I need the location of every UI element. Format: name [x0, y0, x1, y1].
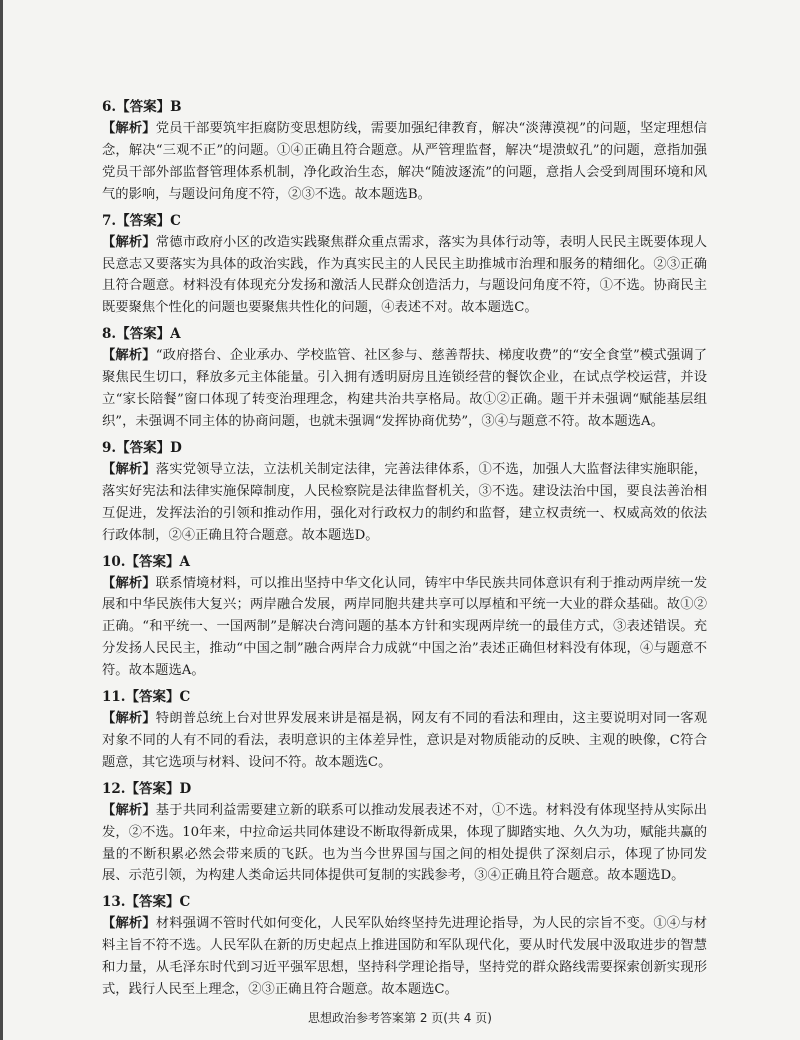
answer-line: 7.【答案】C	[102, 212, 181, 229]
answer-line: 13.【答案】C	[102, 894, 191, 911]
analysis-paragraph	[102, 345, 707, 433]
analysis-label: 【解析】	[102, 348, 156, 364]
analysis-paragraph	[102, 232, 707, 320]
analysis-paragraph	[102, 573, 707, 683]
analysis-label: 【解析】	[102, 802, 156, 818]
answer-line: 12.【答案】D	[102, 780, 192, 797]
analysis-paragraph	[102, 459, 707, 547]
answer-line: 10.【答案】A	[102, 553, 190, 570]
page-edge	[0, 0, 3, 1040]
analysis-text: “政府搭台、企业承办、学校监管、社区参与、慈善帮扶、梯度收费”的“安全食堂”模式强调了聚焦民生切口，释放多元主体能量。引入拥有透明厨房且连锁经营的餐饮企业，在试点学校运营，并设立“家长陪餐”窗口体现了转变治理理念，构建共治共享格局。故①②正确。题干并未强调“赋能基层组织”，未强调不同主体的协商问题，也就未强调“发挥协商优势”，③④与题意不符。故本题选A。	[102, 348, 707, 429]
analysis-text: 联系情境材料，可以推出坚持中华文化认同，铸牢中华民族共同体意识有利于推动两岸统一发展和中华民族伟大复兴；两岸融合发展，两岸同胞共建共享可以厚植和平统一大业的群众基础。故①②正确。“和平统一、一国两制”是解决台湾问题的基本方针和实现两岸统一的最佳方式，③表述错误。充分发扬人民民主，推动“中国之制”融合两岸合力成就“中国之治”表述正确但材料没有体现，④与题意不符。故本题选A。	[102, 575, 708, 679]
answer-item-7	[102, 210, 707, 320]
answer-line: 8.【答案】A	[102, 326, 181, 343]
analysis-label: 【解析】	[102, 575, 156, 591]
analysis-text: 常德市政府小区的改造实践聚焦群众重点需求，落实为具体行动等，表明人民民主既要体现人民意志又要落实为具体的政治实践，作为真实民主的人民民主助推城市治理和服务的精细化。②③正确且符合题意。材料没有体现充分发扬和激活人民群众创造活力，与题设问角度不符，①不选。协商民主既要聚焦个性化的问题也要聚焦共性化的问题，④表述不对。故本题选C。	[102, 234, 708, 316]
answer-line: 9.【答案】D	[102, 439, 182, 456]
answer-item-9	[102, 437, 707, 547]
analysis-paragraph	[102, 708, 707, 774]
answer-document	[102, 96, 707, 1005]
answer-item-10	[102, 551, 707, 683]
analysis-label: 【解析】	[102, 121, 156, 136]
analysis-paragraph	[102, 800, 707, 888]
analysis-paragraph	[102, 913, 707, 1001]
answer-item-11	[102, 686, 707, 774]
answer-line: 6.【答案】B	[102, 99, 182, 115]
analysis-paragraph	[102, 118, 707, 206]
analysis-text: 党员干部要筑牢拒腐防变思想防线，需要加强纪律教育，解决“淡薄漠视”的问题，坚定理想信念，解决“三观不正”的问题。①④正确且符合题意。从严管理监督，解决“堤溃蚁孔”的问题，意指加强党员干部外部监督管理体系机制，净化政治生态，解决“随波逐流”的问题，意指人会受到周围环境和风气的影响，与题设问角度不符，②③不选。故本题选B。	[102, 121, 707, 202]
analysis-label: 【解析】	[102, 461, 156, 477]
answer-item-13	[102, 891, 707, 1001]
analysis-text: 落实党领导立法，立法机关制定法律，完善法律体系，①不选，加强人大监督法律实施职能，落实好宪法和法律实施保障制度，人民检察院是法律监督机关，③不选。建设法治中国，要良法善治相互促进，发挥法治的引领和推动作用，强化对行政权力的制约和监督，建立权责统一、权威高效的依法行政体制，②④正确且符合题意。故本题选D。	[102, 461, 708, 543]
analysis-label: 【解析】	[102, 711, 156, 727]
analysis-text: 基于共同利益需要建立新的联系可以推动发展表述不对，①不选。材料没有体现坚持从实际出发，②不选。10年来，中拉命运共同体建设不断取得新成果，体现了脚踏实地、久久为功，赋能共赢的量的不断积累必然会带来质的飞跃。也为当今世界国与国之间的相处提供了深刻启示，体现了协同发展、示范引领，为构建人类命运共同体提供可复制的实践参考，③④正确且符合题意。故本题选D。	[102, 802, 708, 884]
analysis-text: 特朗普总统上台对世界发展来讲是福是祸，网友有不同的看法和理由，这主要说明对同一客观对象不同的人有不同的看法，表明意识的主体差异性，意识是对物质能动的反映、主观的映像，C符合题意，其它选项与材料、设问不符。故本题选C。	[102, 711, 708, 770]
analysis-label: 【解析】	[102, 916, 156, 932]
answer-line: 11.【答案】C	[102, 689, 191, 706]
answer-item-6	[102, 96, 707, 206]
answer-item-12	[102, 778, 707, 888]
analysis-text: 材料强调不管时代如何变化，人民军队始终坚持先进理论指导，为人民的宗旨不变。①④与材料主旨不符不选。人民军队在新的历史起点上推进国防和军队现代化，要从时代发展中汲取进步的智慧和力量，从毛泽东时代到习近平强军思想，坚持科学理论指导，坚持党的群众路线需要探索创新实现形式，践行人民至上理念，②③正确且符合题意。故本题选C。	[102, 916, 708, 998]
page-footer: 思想政治参考答案第 2 页(共 4 页)	[308, 1011, 492, 1025]
answer-item-8	[102, 323, 707, 433]
analysis-label: 【解析】	[102, 234, 156, 250]
